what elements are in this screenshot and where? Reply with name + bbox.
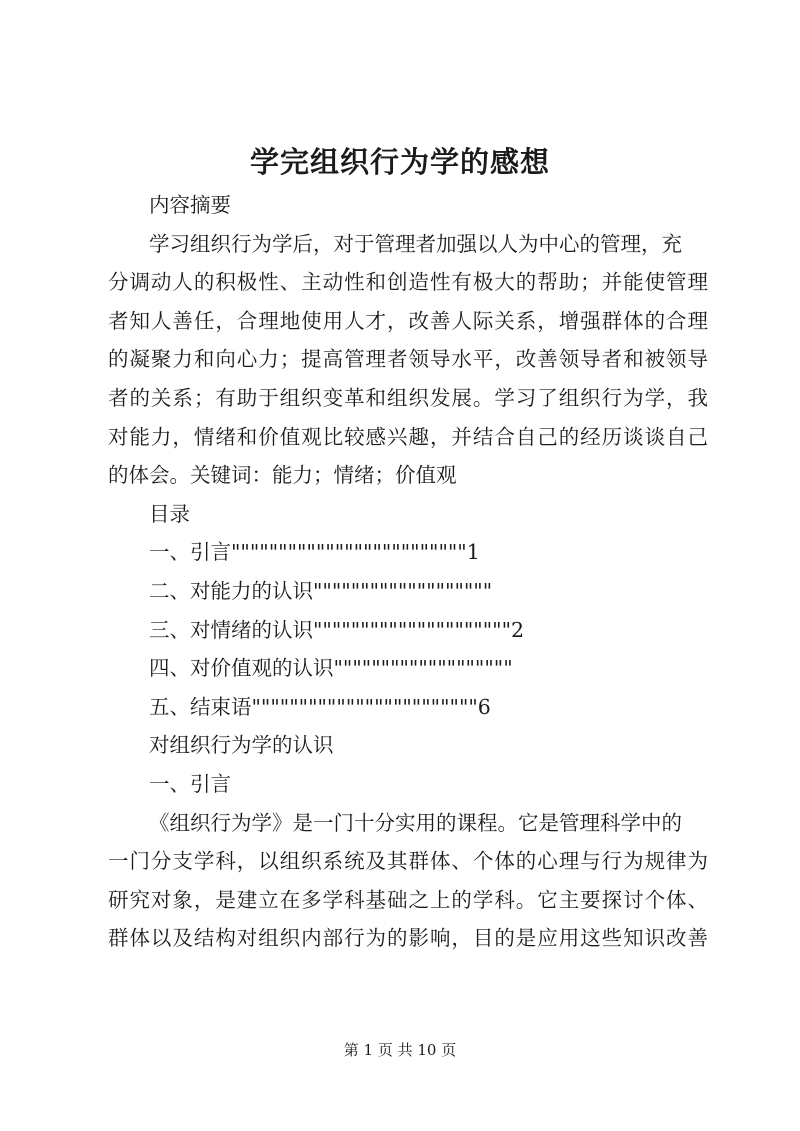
abstract-paragraph-line: 对能力，情绪和价值观比较感兴趣，并结合自己的经历谈谈自己	[108, 424, 708, 449]
toc-heading: 目录	[149, 501, 190, 526]
body-paragraph-line: 一门分支学科，以组织系统及其群体、个体的心理与行为规律为	[108, 849, 708, 874]
section-heading: 对组织行为学的认识	[149, 733, 334, 758]
page-footer: 第 1 页 共 10 页	[343, 1041, 457, 1059]
abstract-paragraph-line: 者的关系；有助于组织变革和组织发展。学习了组织行为学，我	[108, 385, 708, 410]
abstract-paragraph-line: 的凝聚力和向心力；提高管理者领导水平，改善领导者和被领导	[108, 347, 708, 372]
toc-entry: 四、对价值观的认识"""""""""""""""""""	[149, 656, 513, 681]
document-title: 学完组织行为学的感想	[249, 145, 550, 179]
toc-entry: 二、对能力的认识"""""""""""""""""""	[149, 578, 493, 603]
abstract-paragraph-line: 者知人善任，合理地使用人才，改善人际关系，增强群体的合理	[108, 308, 708, 333]
document-body	[108, 186, 708, 958]
toc-entry: 三、对情绪的认识"""""""""""""""""""""2	[149, 617, 525, 642]
abstract-heading: 内容摘要	[149, 193, 231, 217]
abstract-paragraph-line: 学习组织行为学后，对于管理者加强以人为中心的管理，充	[149, 231, 682, 256]
abstract-paragraph-line: 分调动人的积极性、主动性和创造性有极大的帮助；并能使管理	[108, 270, 708, 295]
body-paragraph-line: 《组织行为学》是一门十分实用的课程。它是管理科学中的	[149, 810, 682, 835]
toc-entry: 一、引言"""""""""""""""""""""""""1	[149, 540, 480, 565]
body-paragraph-line: 群体以及结构对组织内部行为的影响，目的是应用这些知识改善	[108, 926, 708, 951]
body-paragraph-line: 研究对象，是建立在多学科基础之上的学科。它主要探讨个体、	[108, 887, 708, 912]
abstract-paragraph-line: 的体会。关键词：能力；情绪；价值观	[108, 463, 457, 488]
subsection-heading: 一、引言	[149, 771, 231, 796]
toc-entry: 五、结束语""""""""""""""""""""""""6	[149, 694, 491, 719]
